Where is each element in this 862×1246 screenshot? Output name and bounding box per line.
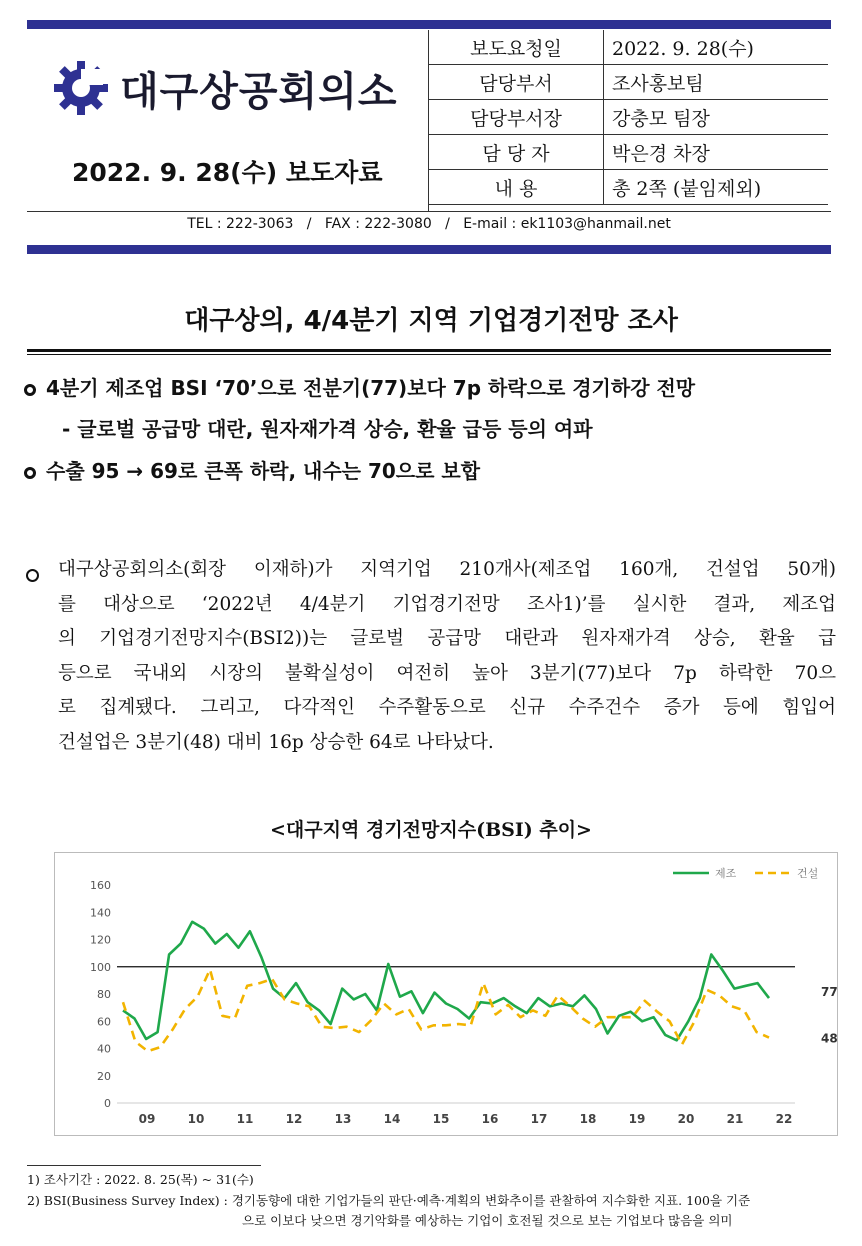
x-tick-label: 15 xyxy=(432,1112,450,1126)
series-line-manufacturing xyxy=(123,922,769,1041)
org-name: 대구상공회의소 xyxy=(120,68,398,115)
headline-2: 수출 95 → 69로 큰폭 하락, 내수는 70으로 보합 xyxy=(24,455,480,484)
y-tick-label: 60 xyxy=(97,1015,111,1029)
headline-1: 4분기 제조업 BSI ‘70’으로 전분기(77)보다 7p 하락으로 경기하강 전망 xyxy=(24,372,695,401)
body-line: 건설업은 3분기(48) 대비 16p 상승한 64로 나타났다. xyxy=(58,731,494,753)
chart-title: <대구지역 경기전망지수(BSI) 추이> xyxy=(270,819,592,841)
header-bottom-bar xyxy=(27,245,831,254)
x-tick-label: 17 xyxy=(530,1112,548,1126)
header-divider xyxy=(27,211,831,212)
y-tick-label: 120 xyxy=(90,933,111,947)
info-row xyxy=(429,170,829,205)
info-row xyxy=(429,135,829,170)
y-tick-label: 160 xyxy=(90,879,111,892)
bullet-circle-icon xyxy=(24,384,36,396)
footnote-rule xyxy=(27,1165,261,1166)
release-date-label: 2022. 9. 28(수) 보도자료 xyxy=(72,158,383,187)
bullet-circle-icon xyxy=(24,467,36,479)
x-tick-label: 12 xyxy=(285,1112,303,1126)
info-row xyxy=(429,100,829,135)
footnote-2: 2) BSI(Business Survey Index) : 경기동향에 대한 기업가들의 판단·예측·계획의 변화추이를 관찰하여 지수화한 지표. 100을 기준 xyxy=(27,1193,751,1208)
info-key: 담당부서 xyxy=(429,65,604,100)
legend-label: 제조 xyxy=(715,867,737,880)
body-line: 의 기업경기전망지수(BSI2))는 글로벌 공급망 대란과 원자재가격 상승, 환율 급 xyxy=(58,628,836,649)
page-title: 대구상의, 4/4분기 지역 기업경기전망 조사 xyxy=(184,306,678,336)
body-line: 로 집계됐다. 그리고, 다각적인 수주활동으로 신규 수주건수 증가 등에 힘입어 xyxy=(58,697,836,718)
y-tick-label: 80 xyxy=(97,988,111,1001)
title-rule-thick xyxy=(27,349,831,352)
x-tick-label: 19 xyxy=(628,1112,646,1126)
info-value: 박은경 차장 xyxy=(604,135,829,170)
x-tick-label: 18 xyxy=(579,1112,597,1126)
footnote-1: 1) 조사기간 : 2022. 8. 25(목) ~ 31(수) xyxy=(27,1172,254,1187)
info-value: 총 2쪽 (붙임제외) xyxy=(604,170,829,205)
y-tick-label: 140 xyxy=(90,906,111,920)
body-line: 등으로 국내외 시장의 불확실성이 여전히 높아 3분기(77)보다 7p 하락한 70으 xyxy=(58,662,836,684)
info-key: 내 용 xyxy=(429,170,604,205)
info-key: 담 당 자 xyxy=(429,135,604,170)
y-tick-label: 0 xyxy=(104,1097,111,1110)
x-tick-label: 10 xyxy=(187,1112,205,1126)
x-tick-label: 14 xyxy=(383,1112,401,1126)
x-tick-label: 21 xyxy=(726,1112,744,1126)
footnote-2-cont: 으로 이보다 낮으면 경기악화를 예상하는 기업이 호전될 것으로 보는 기업보다 많음을 의미 xyxy=(242,1213,733,1228)
end-label-manufacturing: 77 xyxy=(821,985,837,1000)
legend-label: 건설 xyxy=(797,867,819,880)
org-logo xyxy=(52,60,397,116)
y-tick-label: 40 xyxy=(97,1042,111,1056)
bsi-line-chart xyxy=(55,853,837,1135)
info-row xyxy=(429,65,829,100)
info-key: 담당부서장 xyxy=(429,100,604,135)
info-row xyxy=(429,30,829,65)
headline-sub: - 글로벌 공급망 대란, 원자재가격 상승, 환율 급등 등의 여파 xyxy=(62,417,593,441)
title-rule-thin xyxy=(27,354,831,355)
info-value: 2022. 9. 28(수) xyxy=(604,30,829,65)
x-tick-label: 22 xyxy=(775,1112,793,1126)
x-tick-label: 16 xyxy=(481,1112,499,1126)
header-top-bar xyxy=(27,20,831,29)
body-paragraph xyxy=(24,553,836,760)
info-value: 조사홍보팀 xyxy=(604,65,829,100)
body-line: 대구상공회의소(회장 이재하)가 지역기업 210개사(제조업 160개, 건설업 50개) xyxy=(58,559,836,580)
chart-frame xyxy=(54,852,838,1136)
x-tick-label: 11 xyxy=(236,1112,254,1126)
y-tick-label: 20 xyxy=(97,1069,111,1083)
y-tick-label: 100 xyxy=(90,960,111,974)
x-tick-label: 13 xyxy=(334,1112,352,1126)
info-key: 보도요청일 xyxy=(429,30,604,65)
contact-line: TEL : 222-3063 / FAX : 222-3080 / E-mail : ek1103@hanmail.net xyxy=(187,216,671,232)
info-value: 강충모 팀장 xyxy=(604,100,829,135)
info-table-left-border xyxy=(428,30,429,212)
gear-logo-icon xyxy=(52,59,110,117)
body-line: 를 대상으로 ‘2022년 4/4분기 기업경기전망 조사1)’를 실시한 결과, 제조업 xyxy=(58,593,836,615)
x-tick-label: 20 xyxy=(677,1112,695,1126)
end-label-construction: 48 xyxy=(821,1031,837,1046)
release-info-table xyxy=(428,30,828,205)
x-tick-label: 09 xyxy=(138,1112,156,1126)
